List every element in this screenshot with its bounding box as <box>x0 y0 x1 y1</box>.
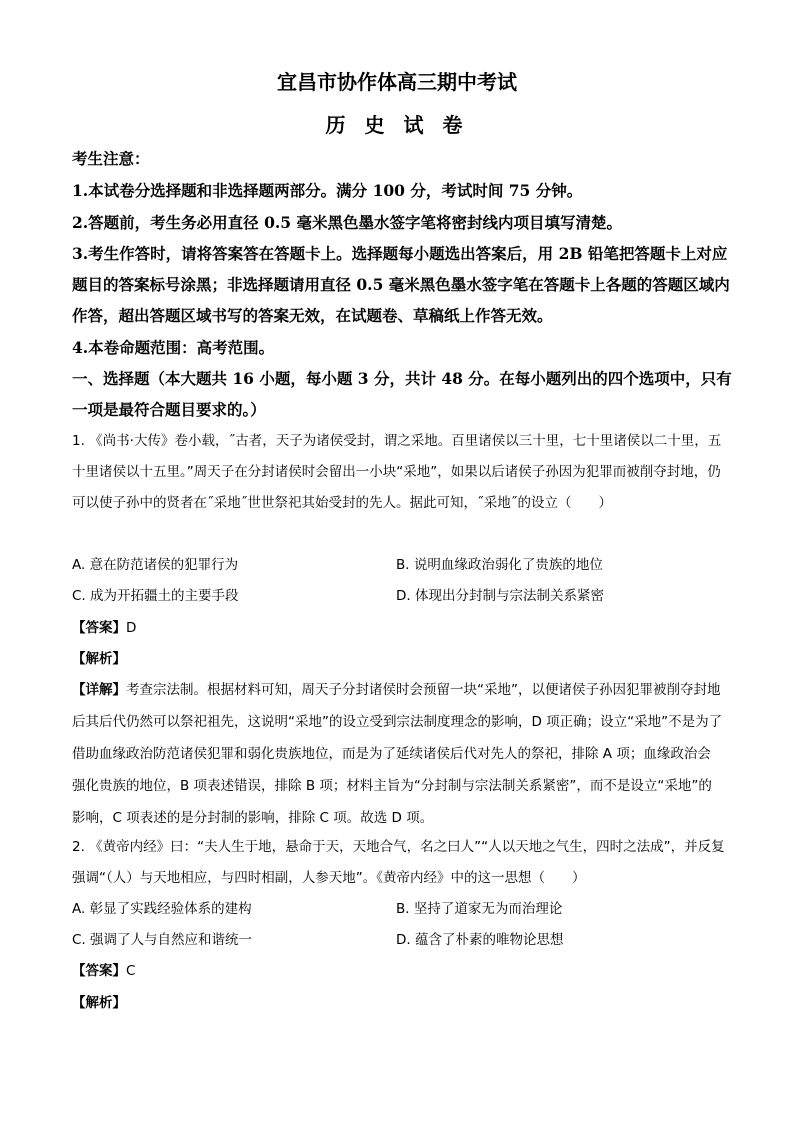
notice-item-1: 1.本试卷分选择题和非选择题两部分。满分 100 分，考试时间 75 分钟。 <box>72 181 583 200</box>
notice-item-2: 2.答题前，考生务必用直径 0.5 毫米黑色墨水签字笔将密封线内项目填写清楚。 <box>72 213 622 232</box>
notice-item-4: 4.本卷命题范围：高考范围。 <box>72 338 275 357</box>
question-1-detail <box>72 674 724 834</box>
question-2-option-a[interactable]: A. 彰显了实践经验体系的建构 <box>72 901 252 917</box>
answer-label: 【答案】 <box>72 963 126 979</box>
exam-subtitle: 历 史 试 卷 <box>325 113 469 137</box>
question-1-answer <box>72 618 136 638</box>
question-2-answer <box>72 961 135 981</box>
question-1-stem: 1. 《尚书·大传》卷小载，˝古者，天子为诸侯受封，谓之采地。百里诸侯以三十里，七十里诸侯以二十里，五十里诸侯以十五里。”周天子在分封诸侯时会留出一小块“采地”，如果以后诸侯子孙因为犯罪而被削夺封地，仍可以使子孙中的贤者在˝采地˝世世祭祀其始受封的先人。据此可知，˝采地˝的设立（ ） <box>72 433 722 511</box>
notice-item-3: 3.考生作答时，请将答案答在答题卡上。选择题每小题选出答案后，用 2B 铅笔把答题卡上对应题目的答案标号涂黑；非选择题请用直径 0.5 毫米黑色墨水签字笔在答题卡上各题的答题区域内作答，超出答题区域书写的答案无效，在试题卷、草稿纸上作答无效。 <box>72 244 730 325</box>
question-1-option-b[interactable]: B. 说明血缘政治弱化了贵族的地位 <box>396 557 603 573</box>
notice-heading: 考生注意： <box>72 149 150 168</box>
detail-label: 【详解】 <box>72 682 126 698</box>
question-2-option-c[interactable]: C. 强调了人与自然应和谐统一 <box>72 932 253 948</box>
exam-title: 宜昌市协作体高三期中考试 <box>277 70 517 94</box>
answer-value: C <box>126 963 136 979</box>
answer-value: D <box>126 620 137 636</box>
question-2-option-d[interactable]: D. 蕴含了朴素的唯物论思想 <box>396 932 564 948</box>
question-2-analysis-label: 【解析】 <box>72 995 126 1011</box>
answer-label: 【答案】 <box>72 620 126 636</box>
question-2-stem: 2. 《黄帝内经》曰：“夫人生于地，悬命于天，天地合气，名之曰人”“人以天地之气生，四时之法成”，并反复强调“（人）与天地相应，与四时相副，人参天地”。《黄帝内经》中的这一思想（ ） <box>72 839 725 886</box>
question-1-option-a[interactable]: A. 意在防范诸侯的犯罪行为 <box>72 557 239 573</box>
detail-text: 考查宗法制。根据材料可知，周天子分封诸侯时会预留一块“采地”，以便诸侯子孙因犯罪被削夺封地后其后代仍然可以祭祀祖先，这说明“采地”的设立受到宗法制度理念的影响，D 项正确；设立“采地”不是为了借助血缘政治防范诸侯犯罪和弱化贵族地位，而是为了延续诸侯后代对先人的祭祀，排除 A 项；血缘政治会强化贵族的地位，B 项表述错误，排除 B 项；材料主旨为“分封制与宗法制关系紧密”，而不是设立“采地”的影响，C 项表述的是分封制的影响，排除 C 项。故选 D 项。 <box>72 682 723 826</box>
question-2-option-b[interactable]: B. 坚持了道家无为而治理论 <box>396 901 563 917</box>
section-title: 一、选择题（本大题共 16 小题，每小题 3 分，共计 48 分。在每小题列出的四个选项中，只有一项是最符合题目要求的。） <box>72 369 732 419</box>
question-1-option-c[interactable]: C. 成为开拓疆土的主要手段 <box>72 588 239 604</box>
question-1-analysis-label: 【解析】 <box>72 651 126 667</box>
question-1-option-d[interactable]: D. 体现出分封制与宗法制关系紧密 <box>396 588 604 604</box>
